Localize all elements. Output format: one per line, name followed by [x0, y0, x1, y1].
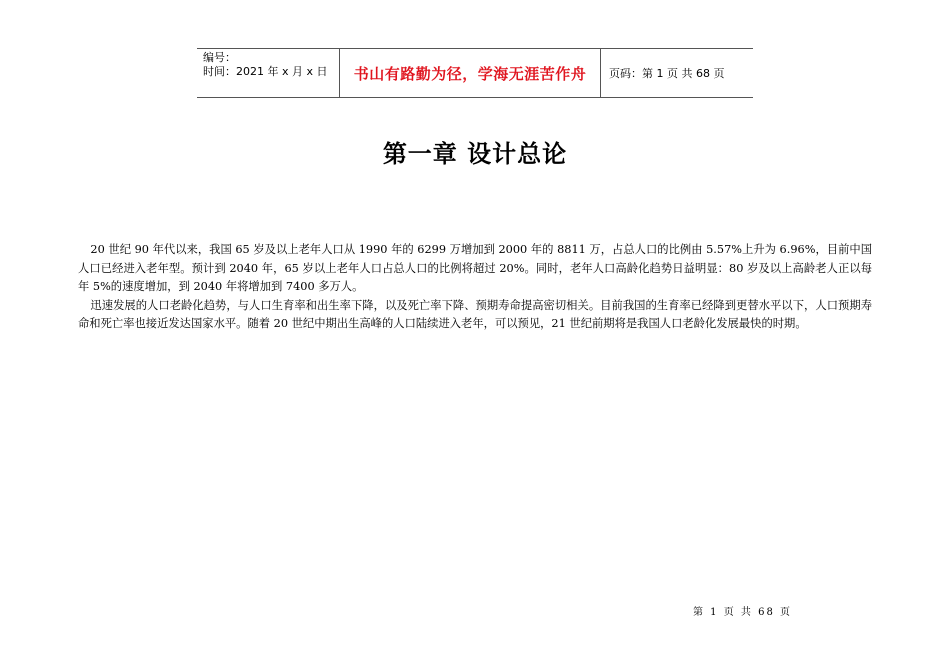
date-line: 时间：2021 年 x 月 x 日 [203, 65, 328, 78]
number-label: 编号： [203, 51, 236, 64]
header-table [197, 48, 753, 98]
page-footer: 第 1 页 共 68 页 [693, 607, 792, 618]
paragraph: 20 世纪 90 年代以来，我国 65 岁及以上老年人口从 1990 年的 6299 万增加到 2000 年的 8811 万，占总人口的比例由 5.57%上升为 6.96%，目前中国人口已经进入老年型。预计到 2040 年，65 岁以上老年人口占总人口的比例将超过 20%。同时，老年人口高龄化趋势日益明显：80 岁及以上高龄老人正以每年 5%的速度增加，到 2040 年将增加到 7400 多万人。 [78, 243, 872, 293]
page-info: 页码：第 1 页 共 68 页 [609, 67, 725, 80]
motto-text: 书山有路勤为径，学海无涯苦作舟 [353, 64, 587, 83]
body-text [78, 241, 872, 334]
header-motto-cell [339, 49, 601, 97]
paragraph: 迅速发展的人口老龄化趋势，与人口生育率和出生率下降，以及死亡率下降、预期寿命提高密切相关。目前我国的生育率已经降到更替水平以下，人口预期寿命和死亡率也接近发达国家水平。随着 20 世纪中期出生高峰的人口陆续进入老年，可以预见，21 世纪前期将是我国人口老龄化发展最快的时期。 [78, 298, 872, 330]
chapter-title: 第一章 设计总论 [382, 140, 568, 168]
header-info-cell [197, 49, 339, 97]
header-page-cell [601, 49, 753, 97]
